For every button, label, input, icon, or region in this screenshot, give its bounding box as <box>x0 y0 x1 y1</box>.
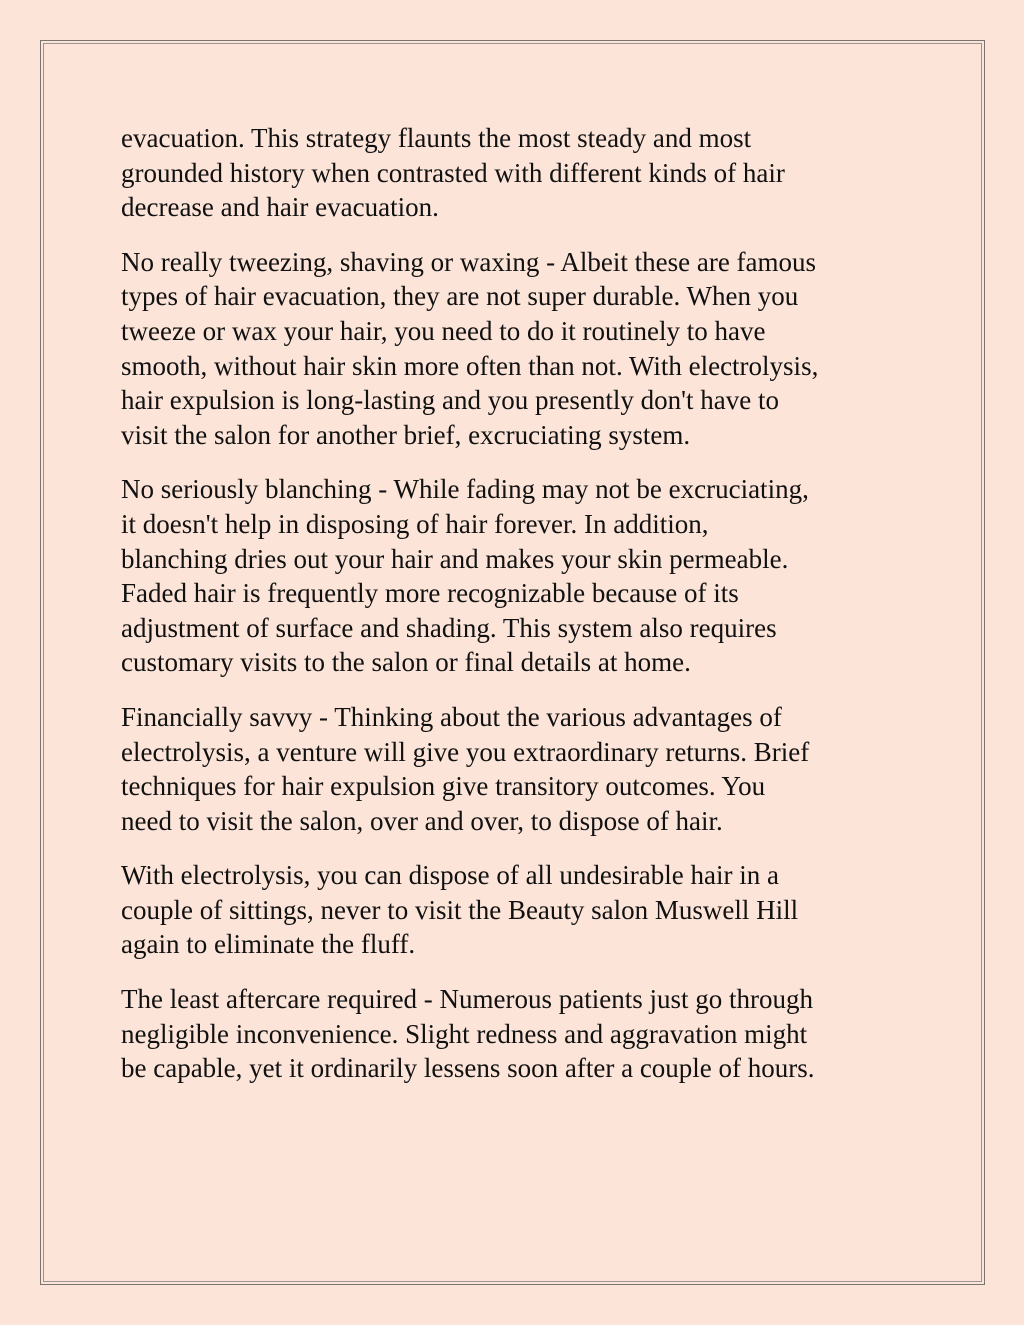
paragraph-no-tweezing: No really tweezing, shaving or waxing - Albeit these are famous types of hair evacuation, they are not super durable. When you tweeze or wax your hair, you need to do it routinely to have smooth, without hair skin more often than not. With electrolysis, hair expulsion is long-lasting and you presently don't have to visit the salon for another brief, excruciating system. <box>121 246 819 450</box>
paragraph-least-aftercare: The least aftercare required - Numerous patients just go through negligible inconvenience. Slight redness and aggravation might be capable, yet it ordinarily lessens soon after a couple of hours. <box>121 984 815 1084</box>
document-body <box>121 121 921 1106</box>
paragraph-with-electrolysis: With electrolysis, you can dispose of all undesirable hair in a couple of sittings, never to visit the Beauty salon Muswell Hill again to eliminate the fluff. <box>121 860 799 960</box>
paragraph-no-blanching: No seriously blanching - While fading may not be excruciating, it doesn't help in disposing of hair forever. In addition, blanching dries out your hair and makes your skin permeable. Faded hair is frequently more recognizable because of its adjustment of surface and shading. This system also requires customary visits to the salon or final details at home. <box>121 474 809 678</box>
paragraph-financially-savvy: Financially savvy - Thinking about the various advantages of electrolysis, a venture will give you extraordinary returns. Brief techniques for hair expulsion give transitory outcomes. You need to visit the salon, over and over, to dispose of hair. <box>121 701 810 836</box>
paragraph-evacuation-intro: evacuation. This strategy flaunts the most steady and most grounded history when contrasted with different kinds of hair decrease and hair evacuation. <box>121 123 785 223</box>
